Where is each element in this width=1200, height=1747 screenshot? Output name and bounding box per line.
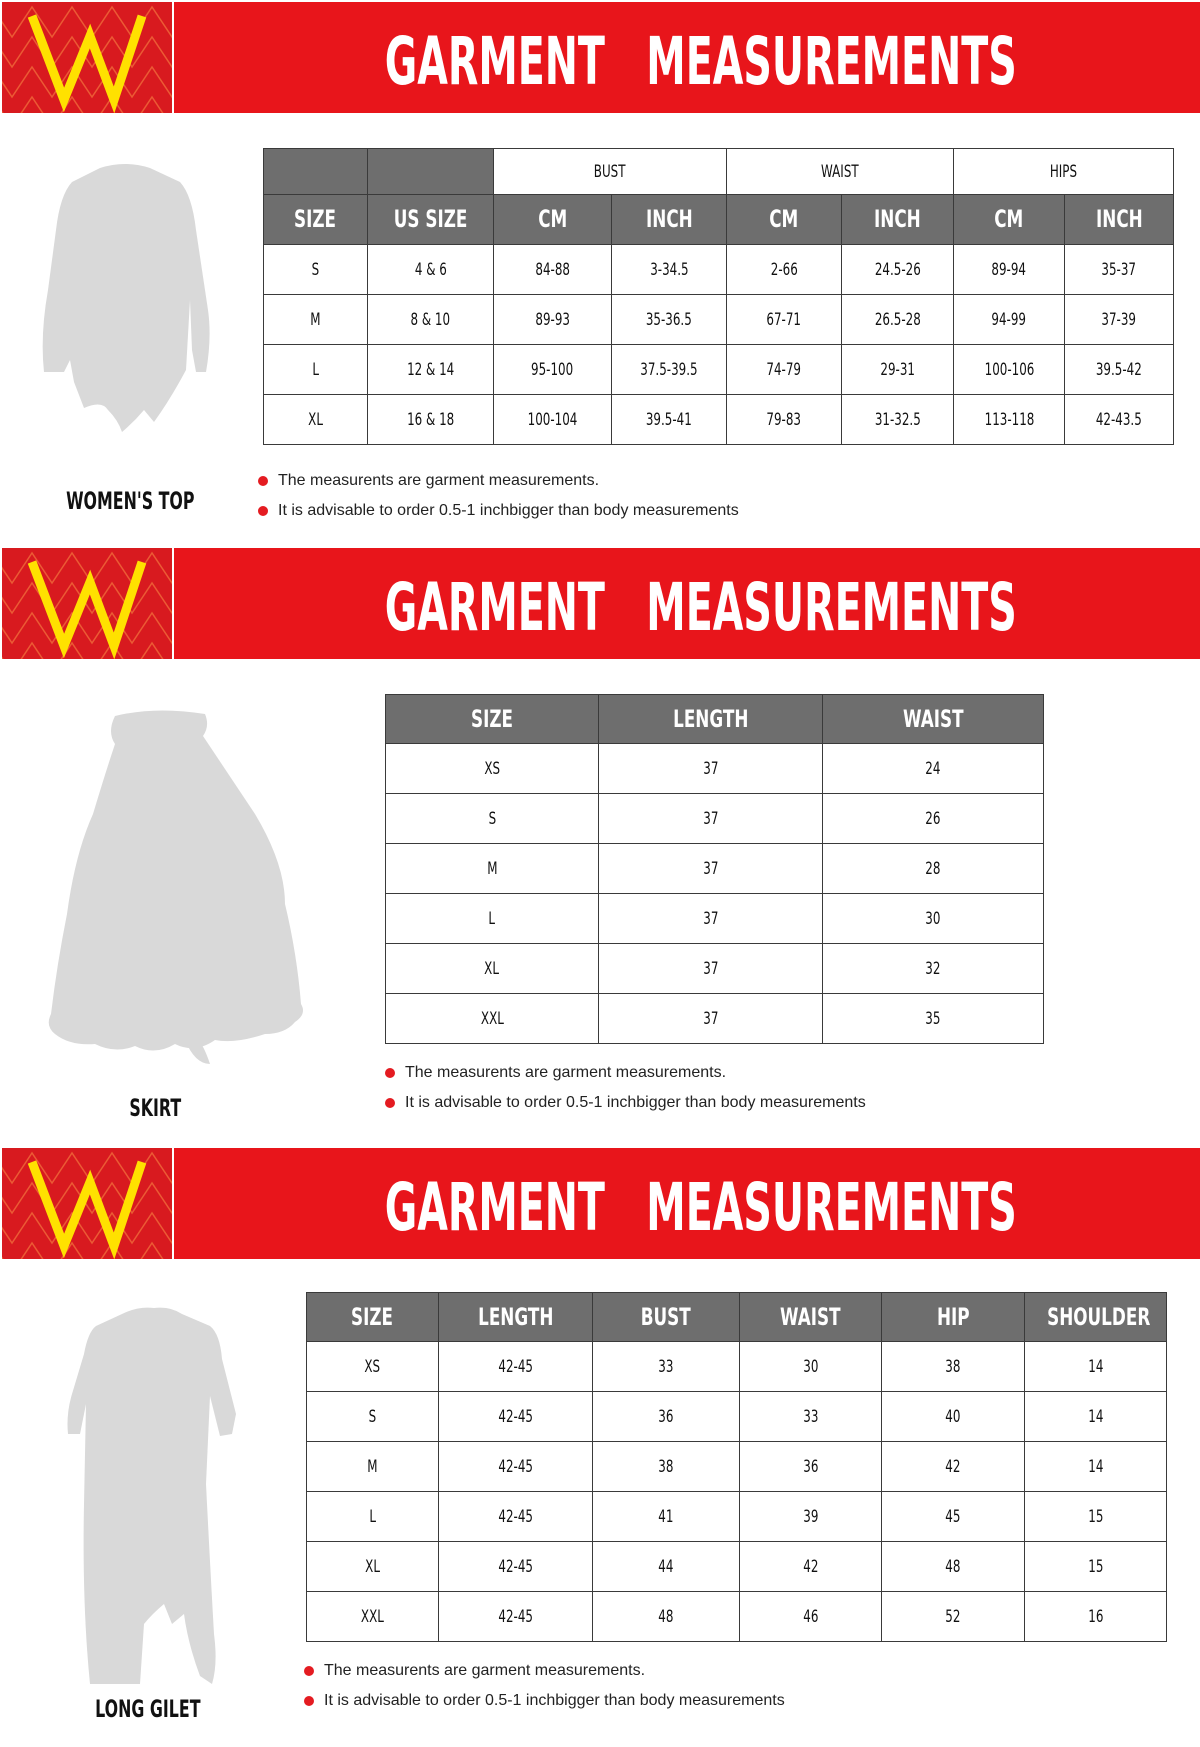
table-row (386, 744, 1044, 794)
note-item: The measurents are garment measurements. (258, 466, 739, 496)
column-header: HIP (882, 1293, 1025, 1342)
table-cell: 46 (740, 1592, 882, 1642)
column-header: INCH (1065, 195, 1174, 245)
column-header: CM (727, 195, 842, 245)
table-cell: 35-37 (1065, 245, 1174, 295)
column-header: BUST (593, 1293, 740, 1342)
table-cell: 35-36.5 (612, 295, 727, 345)
table-cell: 42 (882, 1442, 1025, 1492)
table-cell: 113-118 (954, 395, 1065, 445)
table-row (386, 894, 1044, 944)
table-cell: 26.5-28 (842, 295, 954, 345)
table-cell: 37 (599, 994, 823, 1044)
note-item: The measurents are garment measurements. (385, 1058, 866, 1088)
table-cell: 12 & 14 (368, 345, 494, 395)
column-header: CM (494, 195, 612, 245)
column-header: WAIST (740, 1293, 882, 1342)
table-cell: 37 (599, 794, 823, 844)
blank-header-cell (368, 149, 494, 195)
table-cell: S (386, 794, 599, 844)
table-cell: 67-71 (727, 295, 842, 345)
size-table-long-gilet (306, 1292, 1167, 1642)
table-cell: XXL (307, 1592, 439, 1642)
table-cell: 35 (823, 994, 1044, 1044)
table-cell: 24.5-26 (842, 245, 954, 295)
banner-title: GARMENT MEASUREMENTS (384, 1169, 1017, 1246)
column-header: INCH (612, 195, 727, 245)
table-cell: 4 & 6 (368, 245, 494, 295)
table-cell: 42-45 (439, 1492, 593, 1542)
table-row (307, 1442, 1167, 1492)
bullet-dot-icon (258, 506, 268, 516)
table-row (307, 1392, 1167, 1442)
column-header: WAIST (823, 695, 1044, 744)
table-cell: 42-45 (439, 1392, 593, 1442)
table-row (307, 1492, 1167, 1542)
banner-bar (174, 548, 1200, 659)
table-cell: 36 (740, 1442, 882, 1492)
table-cell: 79-83 (727, 395, 842, 445)
banner-2 (0, 546, 1200, 657)
table-cell: 45 (882, 1492, 1025, 1542)
table-cell: 15 (1025, 1542, 1167, 1592)
table-cell: 52 (882, 1592, 1025, 1642)
table-cell: 36 (593, 1392, 740, 1442)
table-cell: 16 & 18 (368, 395, 494, 445)
bullet-dot-icon (385, 1098, 395, 1108)
table-cell: 41 (593, 1492, 740, 1542)
table-cell: 8 & 10 (368, 295, 494, 345)
skirt-silhouette (45, 704, 305, 1084)
table-cell: 37-39 (1065, 295, 1174, 345)
table-cell: XXL (386, 994, 599, 1044)
banner-1 (0, 0, 1200, 111)
table-row (386, 794, 1044, 844)
banner-bar (174, 2, 1200, 113)
group-header-bust: BUST (494, 149, 727, 195)
column-header: SHOULDER (1025, 1293, 1167, 1342)
table-cell: 44 (593, 1542, 740, 1592)
table-cell: 39.5-41 (612, 395, 727, 445)
bullet-dot-icon (385, 1068, 395, 1078)
table-cell: 38 (593, 1442, 740, 1492)
table-cell: 37 (599, 944, 823, 994)
brand-logo (2, 2, 172, 113)
table-row (264, 245, 1174, 295)
table-cell: 16 (1025, 1592, 1167, 1642)
table-row (264, 295, 1174, 345)
table-cell: 89-94 (954, 245, 1065, 295)
table-cell: 30 (823, 894, 1044, 944)
womens-top-silhouette (30, 160, 220, 450)
bullet-dot-icon (304, 1666, 314, 1676)
size-table-womens-top (263, 148, 1174, 445)
table-cell: 28 (823, 844, 1044, 894)
table-cell: 74-79 (727, 345, 842, 395)
table-row (386, 994, 1044, 1044)
column-header: SIZE (307, 1293, 439, 1342)
table-cell: M (386, 844, 599, 894)
blank-header-cell (264, 149, 368, 195)
table-cell: 42-45 (439, 1592, 593, 1642)
table-cell: 39.5-42 (1065, 345, 1174, 395)
brand-logo (2, 1148, 172, 1259)
note-item: The measurents are garment measurements. (304, 1656, 785, 1686)
group-header-hips: HIPS (954, 149, 1174, 195)
table-cell: 42-45 (439, 1342, 593, 1392)
banner-bar (174, 1148, 1200, 1259)
table-cell: 37.5-39.5 (612, 345, 727, 395)
table-cell: 33 (593, 1342, 740, 1392)
table-cell: 14 (1025, 1392, 1167, 1442)
table-cell: 38 (882, 1342, 1025, 1392)
column-header: SIZE (386, 695, 599, 744)
garment-label-skirt: SKIRT (129, 1094, 181, 1122)
table-cell: XS (386, 744, 599, 794)
table-cell: 40 (882, 1392, 1025, 1442)
table-cell: 89-93 (494, 295, 612, 345)
table-cell: 94-99 (954, 295, 1065, 345)
banner-3 (0, 1146, 1200, 1257)
table-cell: 14 (1025, 1342, 1167, 1392)
table-cell: XS (307, 1342, 439, 1392)
table-cell: 37 (599, 894, 823, 944)
table-cell: M (264, 295, 368, 345)
table-cell: 2-66 (727, 245, 842, 295)
table-cell: 26 (823, 794, 1044, 844)
bullet-dot-icon (258, 476, 268, 486)
banner-title: GARMENT MEASUREMENTS (384, 23, 1017, 100)
column-header: US SIZE (368, 195, 494, 245)
long-gilet-silhouette (60, 1304, 240, 1694)
garment-label-womens-top: WOMEN'S TOP (65, 487, 195, 515)
table-cell: XL (264, 395, 368, 445)
table-cell: XL (386, 944, 599, 994)
table-cell: L (264, 345, 368, 395)
table-cell: 29-31 (842, 345, 954, 395)
table-cell: 15 (1025, 1492, 1167, 1542)
table-row (386, 944, 1044, 994)
table-cell: L (307, 1492, 439, 1542)
column-header: LENGTH (599, 695, 823, 744)
table-row (386, 844, 1044, 894)
table-cell: 100-106 (954, 345, 1065, 395)
table-cell: 33 (740, 1392, 882, 1442)
note-item: It is advisable to order 0.5-1 inchbigger than body measurements (385, 1088, 866, 1118)
table-cell: 39 (740, 1492, 882, 1542)
note-item: It is advisable to order 0.5-1 inchbigger than body measurements (304, 1686, 785, 1716)
table-cell: XL (307, 1542, 439, 1592)
table-cell: 42-43.5 (1065, 395, 1174, 445)
notes-womens-top (258, 466, 739, 526)
bullet-dot-icon (304, 1696, 314, 1706)
table-cell: 3-34.5 (612, 245, 727, 295)
column-header: SIZE (264, 195, 368, 245)
table-cell: 48 (882, 1542, 1025, 1592)
table-cell: 100-104 (494, 395, 612, 445)
note-item: It is advisable to order 0.5-1 inchbigger than body measurements (258, 496, 739, 526)
column-header: CM (954, 195, 1065, 245)
table-cell: 42-45 (439, 1442, 593, 1492)
table-cell: 14 (1025, 1442, 1167, 1492)
banner-title: GARMENT MEASUREMENTS (384, 569, 1017, 646)
column-header: LENGTH (439, 1293, 593, 1342)
table-cell: 42 (740, 1542, 882, 1592)
notes-long-gilet (304, 1656, 785, 1716)
table-row (307, 1592, 1167, 1642)
group-header-waist: WAIST (727, 149, 954, 195)
notes-skirt (385, 1058, 866, 1118)
garment-label-long-gilet: LONG GILET (95, 1695, 201, 1723)
table-cell: S (264, 245, 368, 295)
table-cell: 31-32.5 (842, 395, 954, 445)
table-cell: 37 (599, 844, 823, 894)
table-cell: 30 (740, 1342, 882, 1392)
table-cell: 32 (823, 944, 1044, 994)
table-row (264, 395, 1174, 445)
brand-logo (2, 548, 172, 659)
table-cell: 48 (593, 1592, 740, 1642)
size-table-skirt (385, 694, 1044, 1044)
table-cell: M (307, 1442, 439, 1492)
table-cell: 95-100 (494, 345, 612, 395)
column-header: INCH (842, 195, 954, 245)
table-row (264, 345, 1174, 395)
table-row (307, 1342, 1167, 1392)
table-cell: 37 (599, 744, 823, 794)
table-cell: 84-88 (494, 245, 612, 295)
table-row (307, 1542, 1167, 1592)
table-cell: 42-45 (439, 1542, 593, 1592)
table-cell: L (386, 894, 599, 944)
table-cell: 24 (823, 744, 1044, 794)
table-cell: S (307, 1392, 439, 1442)
